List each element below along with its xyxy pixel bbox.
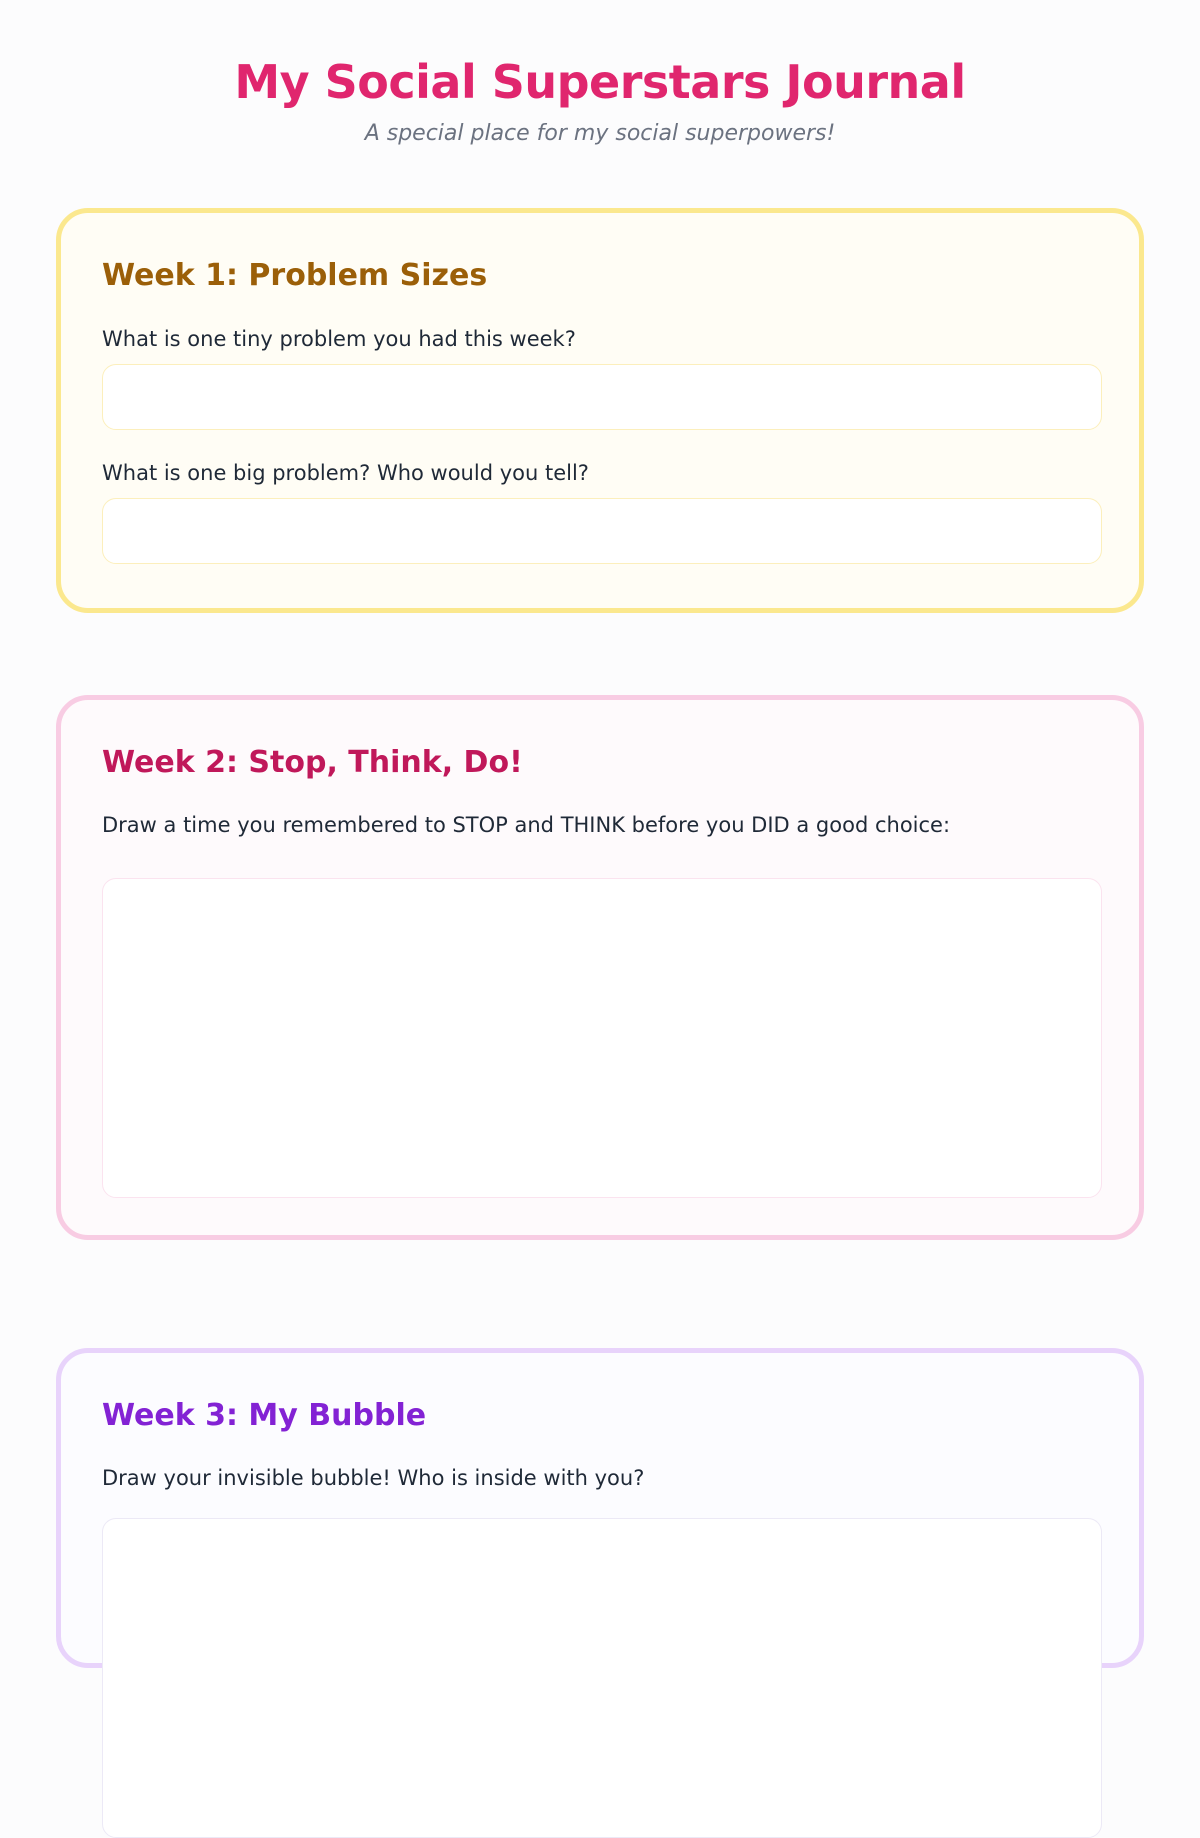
bubble-drawing-area[interactable]	[102, 1518, 1102, 1838]
week-1-title: Week 1: Problem Sizes	[102, 258, 488, 293]
tiny-problem-input[interactable]	[102, 364, 1102, 430]
week-2-title: Week 2: Stop, Think, Do!	[102, 745, 523, 780]
big-problem-input[interactable]	[102, 498, 1102, 564]
week-2-prompt-stop-think-do: Draw a time you remembered to STOP and THINK before you DID a good choice:	[102, 813, 951, 837]
week-3-prompt-bubble: Draw your invisible bubble! Who is inside with you?	[102, 1466, 645, 1490]
week-1-prompt-big-problem: What is one big problem? Who would you tell?	[102, 461, 589, 485]
page-subtitle: A special place for my social superpowers!	[364, 121, 836, 146]
week-3-card	[56, 1348, 1144, 1668]
week-1-card	[56, 208, 1144, 613]
page-title: My Social Superstars Journal	[234, 55, 966, 109]
week-3-title: Week 3: My Bubble	[102, 1398, 427, 1433]
stop-think-do-drawing-area[interactable]	[102, 878, 1102, 1198]
week-1-prompt-tiny-problem: What is one tiny problem you had this week?	[102, 327, 576, 351]
week-2-card	[56, 695, 1144, 1240]
